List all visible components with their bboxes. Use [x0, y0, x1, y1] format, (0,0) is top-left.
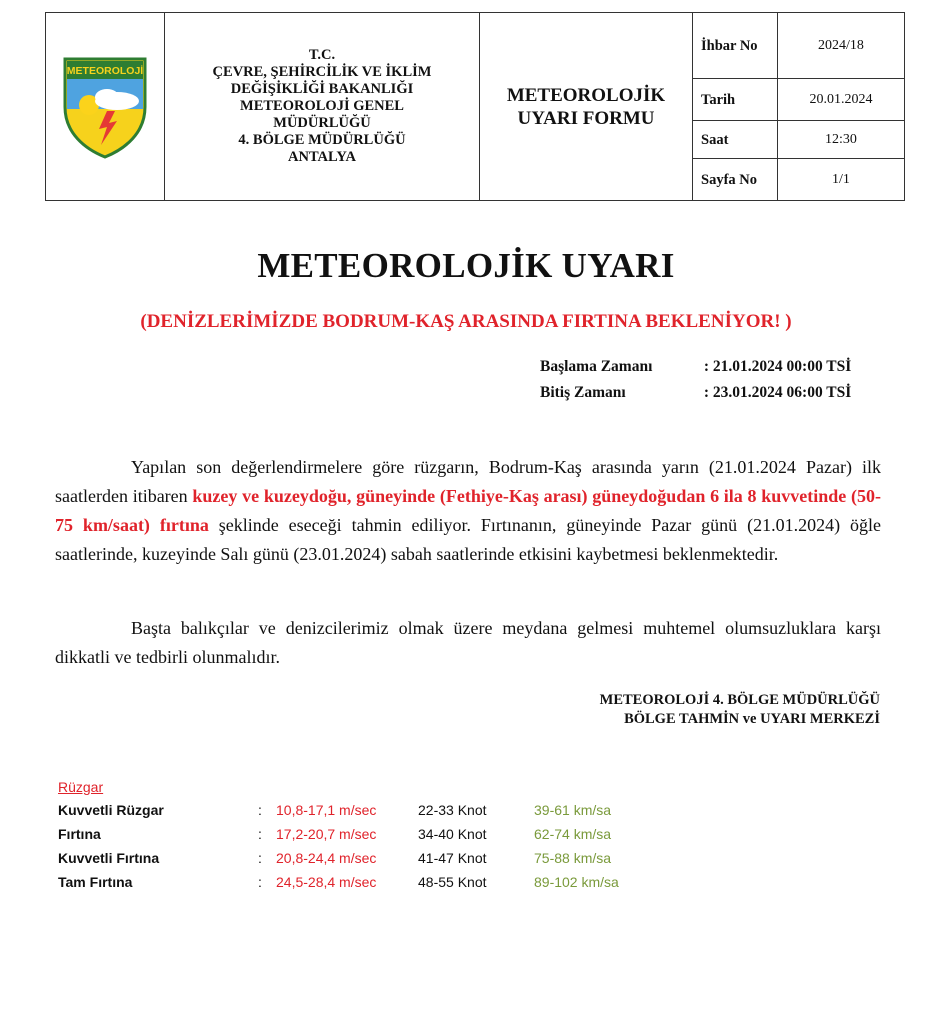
wind-row — [58, 798, 619, 822]
wind-knot: 41-47 Knot — [418, 850, 487, 866]
end-time-row — [540, 380, 851, 406]
organization-cell — [165, 13, 480, 201]
org-line: 4. BÖLGE MÜDÜRLÜĞÜ — [238, 132, 406, 148]
wind-colon: : — [258, 850, 262, 866]
start-time-label: Başlama Zamanı — [540, 358, 653, 375]
signature-block — [600, 691, 880, 729]
paragraph-highlight: kuzey ve kuzeydoğu, güneyinde (Fethiye-Kaş arası) güneydoğudan 6 ila 8 kuvvetinde (50-75 km/saat) fırtına — [55, 486, 882, 535]
start-time-row — [540, 354, 851, 380]
start-time-value: : 21.01.2024 00:00 TSİ — [703, 358, 852, 375]
wind-name: Kuvvetli Rüzgar — [58, 802, 164, 818]
wind-scale-table — [58, 776, 619, 894]
wind-colon: : — [258, 826, 262, 842]
form-title-line: METEOROLOJİK — [506, 84, 666, 106]
field-label-ihbar-no: İhbar No — [693, 13, 778, 79]
field-value-tarih: 20.01.2024 — [778, 79, 905, 121]
wind-colon: : — [258, 802, 262, 818]
header-table — [45, 12, 905, 201]
logo-cell — [46, 13, 165, 201]
org-line: METEOROLOJİ GENEL — [240, 98, 404, 114]
wind-colon: : — [258, 874, 262, 890]
paragraph-text: Başta balıkçılar ve denizcilerimiz olmak üzere meydana gelmesi muhtemel olumsuzluklara karşı dikkatli ve tedbirli olunmalıdır. — [55, 618, 881, 667]
meteoroloji-logo — [61, 55, 149, 159]
wind-name: Tam Fırtına — [58, 874, 133, 890]
wind-ms: 24,5-28,4 m/sec — [276, 874, 377, 890]
advice-paragraph — [55, 614, 881, 672]
wind-ms: 10,8-17,1 m/sec — [276, 802, 377, 818]
page-title: METEOROLOJİK UYARI — [257, 246, 675, 285]
org-line: ÇEVRE, ŞEHİRCİLİK VE İKLİM — [212, 64, 432, 80]
wind-kmh: 62-74 km/sa — [534, 826, 612, 842]
form-title-cell — [480, 13, 693, 201]
wind-kmh: 89-102 km/sa — [534, 874, 619, 890]
end-time-value: : 23.01.2024 06:00 TSİ — [703, 384, 852, 401]
org-line: DEĞİŞİKLİĞİ BAKANLIĞI — [230, 81, 414, 97]
signature-line: METEOROLOJİ 4. BÖLGE MÜDÜRLÜĞÜ — [599, 692, 880, 708]
wind-knot: 48-55 Knot — [418, 874, 487, 890]
wind-ms: 17,2-20,7 m/sec — [276, 826, 377, 842]
field-value-saat: 12:30 — [778, 121, 905, 159]
warning-paragraph — [55, 453, 881, 569]
wind-ms: 20,8-24,4 m/sec — [276, 850, 377, 866]
field-value-sayfa-no: 1/1 — [778, 159, 905, 201]
wind-row — [58, 822, 619, 846]
paragraph-text: Yapılan son değerlendirmelere göre rüzgarın, Bodrum-Kaş arasında yarın (21.01.2024 Pazar) ilk saatlerden itibaren — [55, 457, 881, 506]
warning-subtitle: (DENİZLERİMİZDE BODRUM-KAŞ ARASINDA FIRTINA BEKLENİYOR! ) — [140, 311, 792, 332]
signature-line: BÖLGE TAHMİN ve UYARI MERKEZİ — [624, 711, 880, 727]
wind-heading: Rüzgar — [58, 779, 104, 795]
svg-text:METEOROLOJİ: METEOROLOJİ — [66, 64, 144, 77]
paragraph-text: şeklinde eseceği tahmin ediliyor. Fırtınanın, güneyinde Pazar günü (21.01.2024) öğle saatlerinde, kuzeyinde Salı günü (23.01.2024) sabah saatlerinde etkisini kaybetmesi beklenmektedir. — [55, 515, 881, 564]
wind-name: Fırtına — [58, 826, 101, 842]
field-label-tarih: Tarih — [693, 79, 778, 121]
org-line: MÜDÜRLÜĞÜ — [273, 115, 371, 131]
field-value-ihbar-no: 2024/18 — [778, 13, 905, 79]
time-block — [540, 354, 851, 406]
wind-kmh: 75-88 km/sa — [534, 850, 612, 866]
org-line: T.C. — [308, 47, 336, 63]
org-line: ANTALYA — [288, 149, 356, 165]
wind-knot: 22-33 Knot — [418, 802, 487, 818]
wind-name: Kuvvetli Fırtına — [58, 850, 160, 866]
wind-row — [58, 846, 619, 870]
wind-knot: 34-40 Knot — [418, 826, 487, 842]
field-label-sayfa-no: Sayfa No — [693, 159, 778, 201]
field-label-saat: Saat — [693, 121, 778, 159]
end-time-label: Bitiş Zamanı — [540, 384, 626, 401]
form-title-line: UYARI FORMU — [517, 107, 655, 129]
wind-kmh: 39-61 km/sa — [534, 802, 612, 818]
wind-row — [58, 870, 619, 894]
